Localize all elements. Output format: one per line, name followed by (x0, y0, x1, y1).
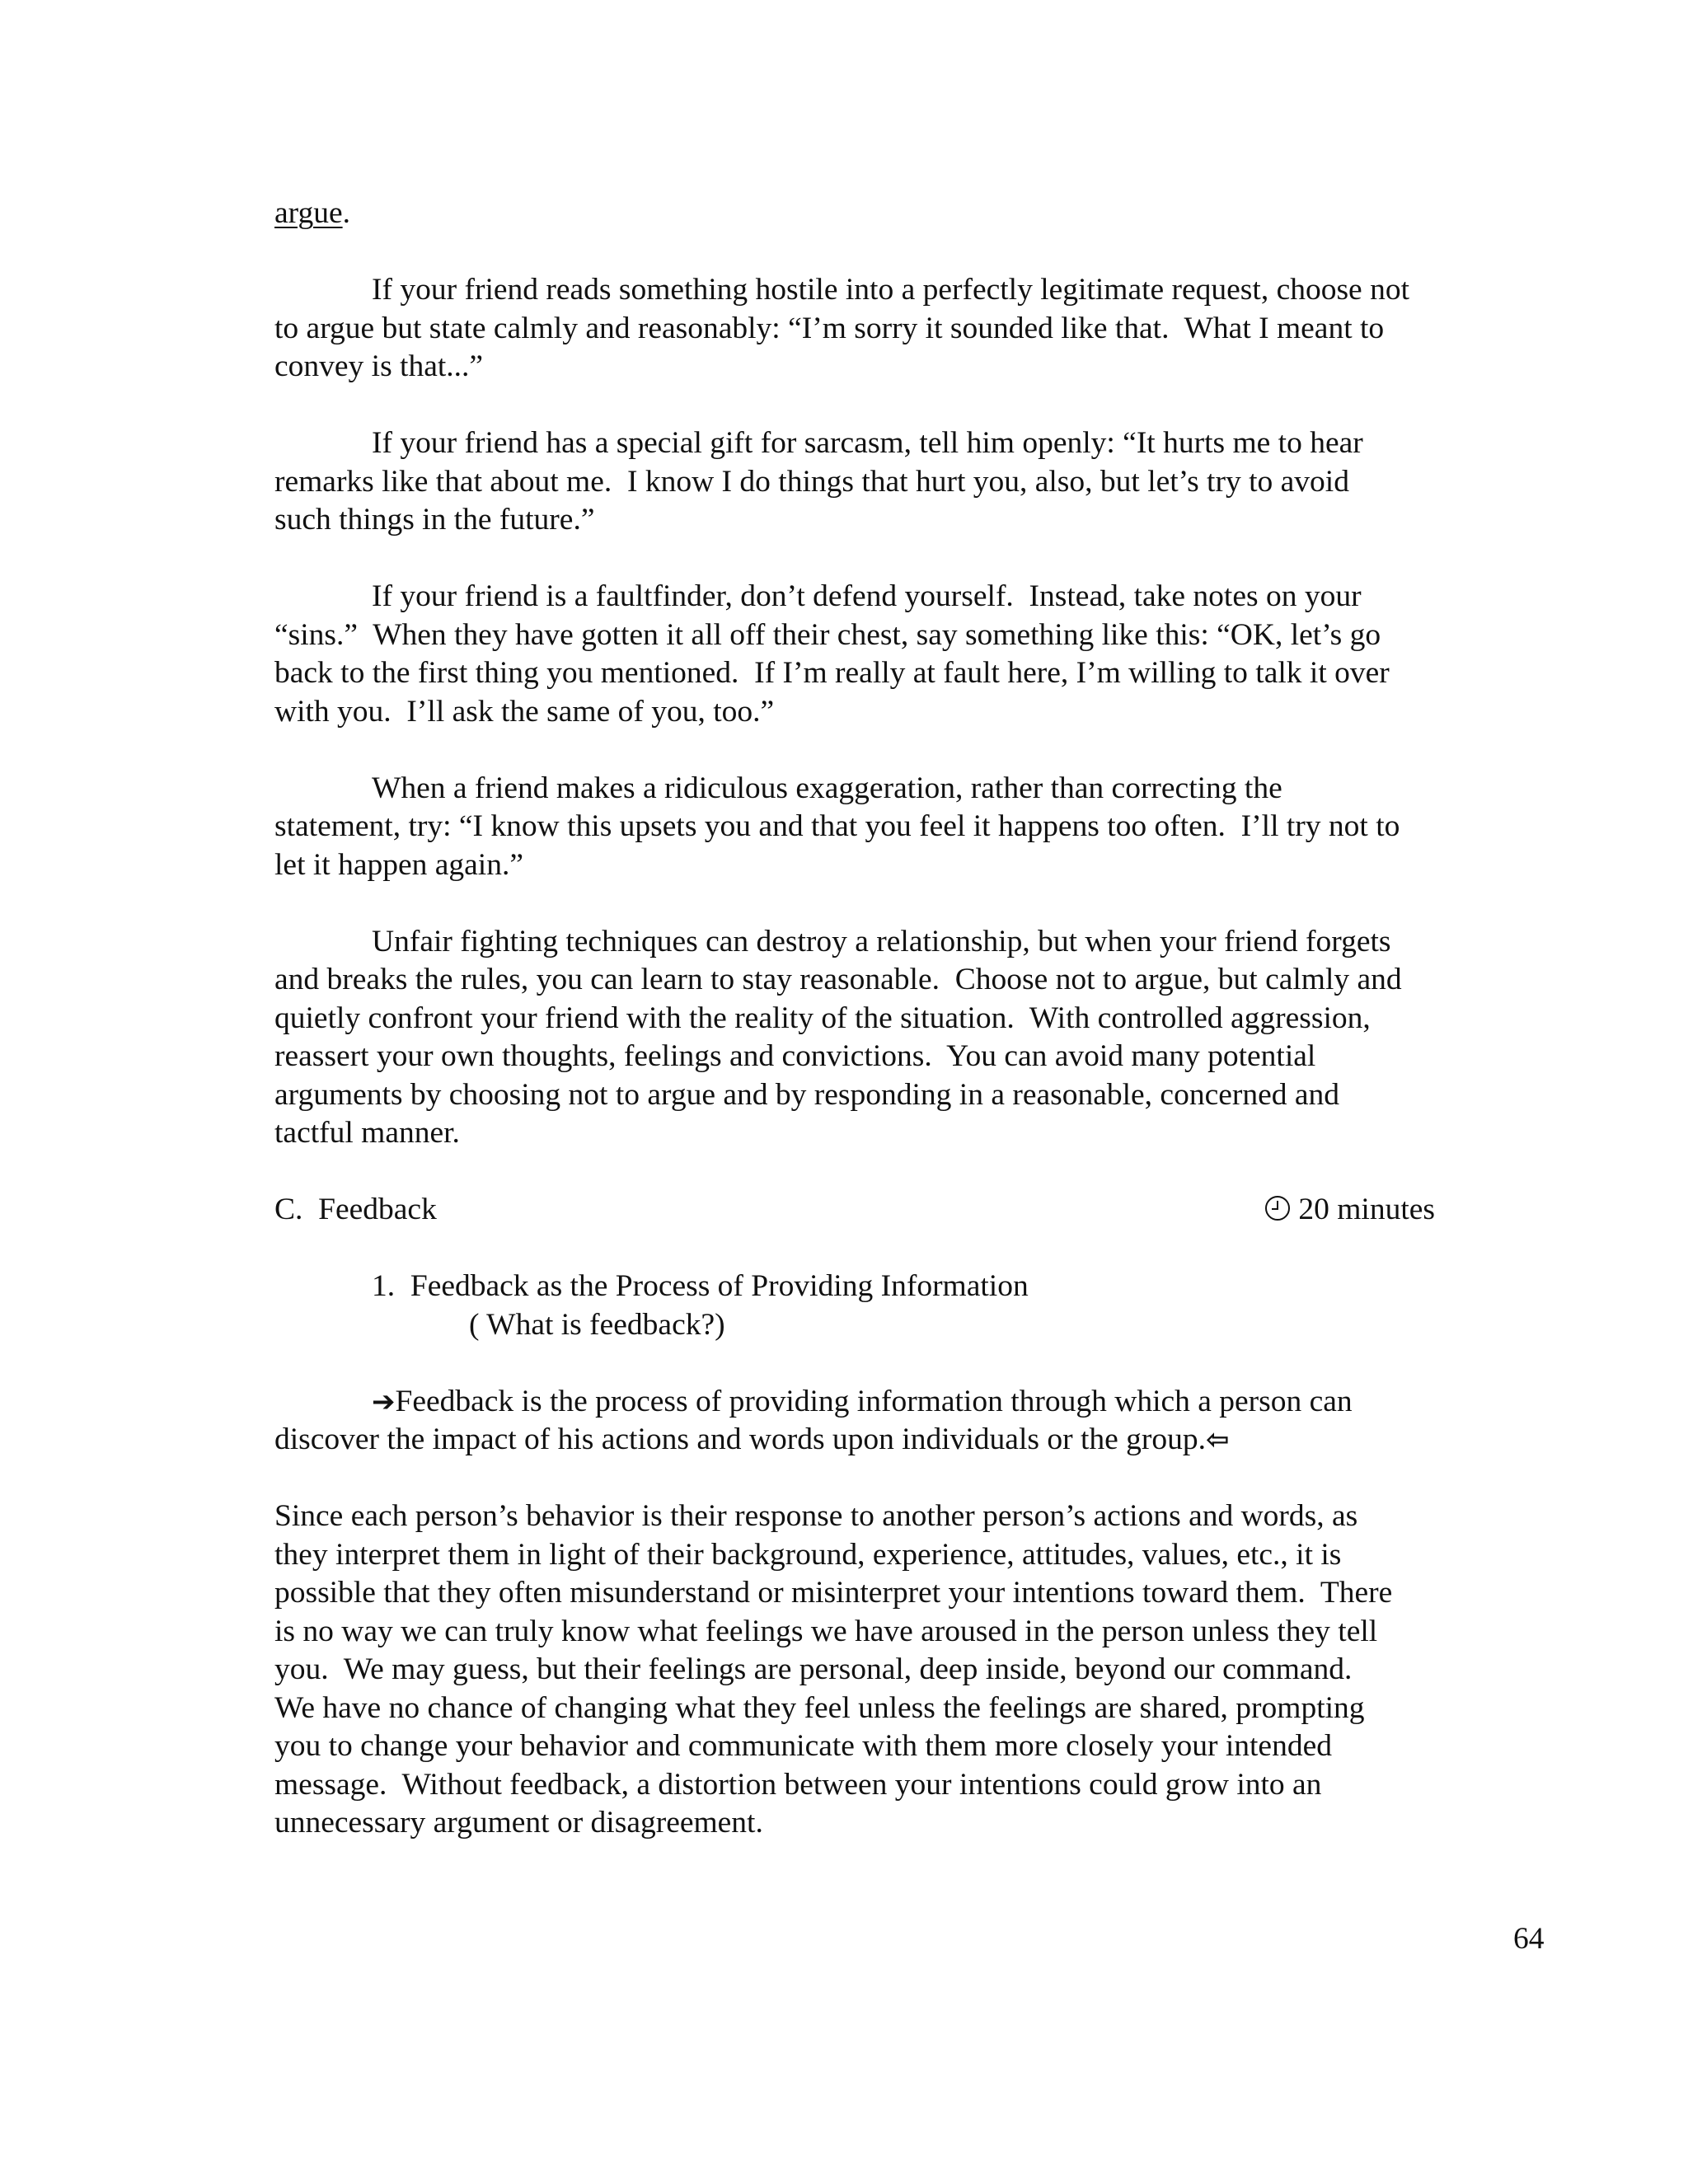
left-arrow-icon: ⇦ (1206, 1423, 1230, 1456)
section-heading: C. Feedback (274, 1193, 437, 1226)
definition-paragraph: ➔Feedback is the process of providing information through which a person can discover the impact of his actions and words upon individuals or the group.⇦ (274, 1384, 1353, 1456)
paragraph-hostile-request: If your friend reads something hostile into a perfectly legitimate request, choose not to argue but state calmly and reasonably: “I’m sorry it sounded like that. What I meant to convey is that...” (274, 273, 1409, 383)
right-arrow-icon: ➔ (372, 1385, 396, 1418)
duration-label: 20 minutes (1265, 1191, 1435, 1230)
paragraph-behavior: Since each person’s behavior is their response to another person’s actions and words, as they interpret them in light of their background, experience, attitudes, values, etc., it is possible that they often misunderstand or misinterpret your intentions toward them. There is no way we can truly know what feelings we have aroused in the person unless they tell you. We may guess, but their feelings are personal, deep inside, beyond our command. We have no chance of changing what they feel unless the feelings are shared, prompting you to change your behavior and communicate with them more closely your intended message. Without feedback, a distortion between your intentions could grow into an unnecessary argument or disagreement. (274, 1499, 1393, 1840)
clock-icon (1265, 1196, 1290, 1221)
subsection-title: 1. Feedback as the Process of Providing Information (372, 1269, 1029, 1303)
paragraph-faultfinder: If your friend is a faultfinder, don’t defend yourself. Instead, take notes on your “sins.” When they have gotten it all off their chest, say something like this: “OK, let’s go back to the first thing you mentioned. If I’m really at fault here, I’m willing to talk it over with you. I’ll ask the same of you, too.” (274, 579, 1390, 729)
subsection-subtitle: ( What is feedback?) (469, 1307, 725, 1342)
document-page (274, 194, 1470, 1843)
subsection-heading (274, 1268, 1470, 1344)
section-heading-row (274, 1191, 1435, 1230)
page-number: 64 (1513, 1922, 1545, 1956)
paragraph-continuation: argue. (274, 196, 350, 230)
underlined-word: argue (274, 196, 343, 230)
paragraph-unfair-fighting: Unfair fighting techniques can destroy a relationship, but when your friend forgets and breaks the rules, you can learn to stay reasonable. Choose not to argue, but calmly and quietly confront your friend with the reality of the situation. With controlled aggression, reassert your own thoughts, feelings and convictions. You can avoid many potential arguments by choosing not to argue and by responding in a reasonable, concerned and tactful manner. (274, 924, 1402, 1150)
paragraph-exaggeration: When a friend makes a ridiculous exaggeration, rather than correcting the statement, try: “I know this upsets you and that you feel it happens too often. I’ll try not to let it happen again.” (274, 771, 1400, 882)
paragraph-sarcasm: If your friend has a special gift for sarcasm, tell him openly: “It hurts me to hear remarks like that about me. I know I do things that hurt you, also, but let’s try to avoid such things in the future.” (274, 426, 1363, 537)
